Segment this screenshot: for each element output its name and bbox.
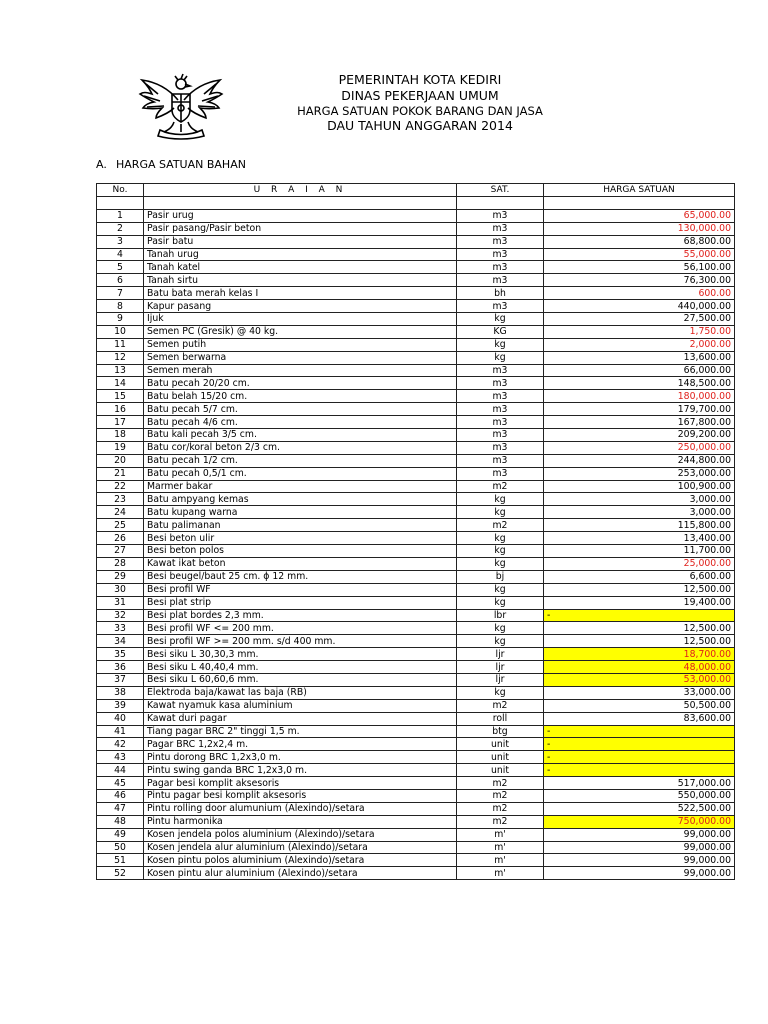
row-number: 5 [97, 261, 144, 274]
row-unit-price: 522,500.00 [544, 802, 735, 815]
row-number: 52 [97, 867, 144, 880]
table-row [97, 325, 735, 338]
row-number: 11 [97, 338, 144, 351]
row-unit-price: 12,500.00 [544, 622, 735, 635]
column-header-uraian: U R A I A N [144, 184, 457, 197]
table-row [97, 673, 735, 686]
table-row [97, 867, 735, 880]
row-description: Pasir urug [144, 209, 457, 222]
row-unit-price: 517,000.00 [544, 777, 735, 790]
row-unit: ljr [457, 648, 544, 661]
row-description: Batu kali pecah 3/5 cm. [144, 429, 457, 442]
table-row [97, 828, 735, 841]
table-row [97, 467, 735, 480]
row-description: Tanah sirtu [144, 274, 457, 287]
row-description: Besi siku L 60,60,6 mm. [144, 673, 457, 686]
row-unit: kg [457, 583, 544, 596]
row-number: 40 [97, 712, 144, 725]
row-number: 24 [97, 506, 144, 519]
table-row [97, 622, 735, 635]
row-number: 18 [97, 429, 144, 442]
table-row [97, 764, 735, 777]
row-description: Pasir batu [144, 235, 457, 248]
row-unit-price: 3,000.00 [544, 506, 735, 519]
row-unit-price: 440,000.00 [544, 300, 735, 313]
row-unit: m3 [457, 209, 544, 222]
row-number: 1 [97, 209, 144, 222]
row-description: Pintu dorong BRC 1,2x3,0 m. [144, 751, 457, 764]
row-unit-price: 50,500.00 [544, 699, 735, 712]
row-number: 44 [97, 764, 144, 777]
row-description: Besi beton polos [144, 545, 457, 558]
row-number: 39 [97, 699, 144, 712]
row-unit-price: 27,500.00 [544, 313, 735, 326]
table-row [97, 725, 735, 738]
table-row [97, 648, 735, 661]
table-row [97, 532, 735, 545]
row-number: 31 [97, 596, 144, 609]
row-unit: m3 [457, 467, 544, 480]
row-unit-price: 12,500.00 [544, 583, 735, 596]
row-description: Batu pecah 0,5/1 cm. [144, 467, 457, 480]
row-unit: KG [457, 325, 544, 338]
row-unit-price: 2,000.00 [544, 338, 735, 351]
row-unit-price: 18,700.00 [544, 648, 735, 661]
row-unit: kg [457, 622, 544, 635]
column-header-satuan: SAT. [457, 184, 544, 197]
row-description: Semen PC (Gresik) @ 40 kg. [144, 325, 457, 338]
row-unit: m' [457, 828, 544, 841]
row-unit: m2 [457, 699, 544, 712]
row-description: Elektroda baja/kawat las baja (RB) [144, 686, 457, 699]
table-row [97, 248, 735, 261]
row-number: 34 [97, 635, 144, 648]
row-unit-price: - [544, 609, 735, 622]
header-government: PEMERINTAH KOTA KEDIRI [338, 72, 502, 87]
row-unit-price: 83,600.00 [544, 712, 735, 725]
row-description: Batu bata merah kelas I [144, 287, 457, 300]
row-unit: kg [457, 596, 544, 609]
row-unit-price: - [544, 764, 735, 777]
row-unit-price: 115,800.00 [544, 519, 735, 532]
row-unit: bj [457, 570, 544, 583]
row-unit: m2 [457, 802, 544, 815]
row-unit: m3 [457, 235, 544, 248]
row-unit-price: 253,000.00 [544, 467, 735, 480]
row-unit: kg [457, 351, 544, 364]
row-number: 51 [97, 854, 144, 867]
row-number: 38 [97, 686, 144, 699]
table-row [97, 789, 735, 802]
row-unit-price: 13,400.00 [544, 532, 735, 545]
row-unit-price: 99,000.00 [544, 841, 735, 854]
row-unit-price: 130,000.00 [544, 222, 735, 235]
row-description: Semen merah [144, 364, 457, 377]
row-unit-price: 13,600.00 [544, 351, 735, 364]
row-number: 47 [97, 802, 144, 815]
table-row [97, 712, 735, 725]
row-number: 50 [97, 841, 144, 854]
row-description: Kosen pintu polos aluminium (Alexindo)/setara [144, 854, 457, 867]
table-row [97, 403, 735, 416]
row-unit: lbr [457, 609, 544, 622]
row-description: Besi beton ulir [144, 532, 457, 545]
row-description: Besi plat strip [144, 596, 457, 609]
row-description: Besi siku L 30,30,3 mm. [144, 648, 457, 661]
row-unit-price: 1,750.00 [544, 325, 735, 338]
row-unit-price: - [544, 751, 735, 764]
row-unit-price: 244,800.00 [544, 454, 735, 467]
row-number: 6 [97, 274, 144, 287]
table-row [97, 699, 735, 712]
row-unit: m2 [457, 815, 544, 828]
row-unit-price: 6,600.00 [544, 570, 735, 583]
table-row [97, 596, 735, 609]
row-unit: m3 [457, 429, 544, 442]
table-row [97, 570, 735, 583]
table-row [97, 209, 735, 222]
row-description: Besi profil WF <= 200 mm. [144, 622, 457, 635]
table-row [97, 390, 735, 403]
row-unit-price: 48,000.00 [544, 661, 735, 674]
row-description: Batu kupang warna [144, 506, 457, 519]
table-row [97, 480, 735, 493]
row-unit-price: 3,000.00 [544, 493, 735, 506]
table-row [97, 300, 735, 313]
table-row [97, 493, 735, 506]
row-unit-price: 99,000.00 [544, 867, 735, 880]
row-unit: m3 [457, 403, 544, 416]
row-unit-price: 99,000.00 [544, 828, 735, 841]
row-description: Pintu swing ganda BRC 1,2x3,0 m. [144, 764, 457, 777]
table-row [97, 274, 735, 287]
row-number: 17 [97, 416, 144, 429]
row-unit: kg [457, 532, 544, 545]
table-row [97, 738, 735, 751]
row-unit: kg [457, 557, 544, 570]
row-description: Pintu rolling door alumunium (Alexindo)/setara [144, 802, 457, 815]
row-unit-price: - [544, 738, 735, 751]
row-unit: m3 [457, 261, 544, 274]
table-row [97, 557, 735, 570]
row-unit: m3 [457, 441, 544, 454]
table-row [97, 351, 735, 364]
table-row [97, 802, 735, 815]
table-row [97, 519, 735, 532]
table-row [97, 222, 735, 235]
row-unit: kg [457, 506, 544, 519]
row-number: 8 [97, 300, 144, 313]
row-unit-price: 55,000.00 [544, 248, 735, 261]
row-unit-price: 550,000.00 [544, 789, 735, 802]
row-number: 15 [97, 390, 144, 403]
row-description: Tanah katel [144, 261, 457, 274]
row-description: Tanah urug [144, 248, 457, 261]
table-row [97, 777, 735, 790]
table-row [97, 609, 735, 622]
row-number: 21 [97, 467, 144, 480]
price-table [96, 183, 735, 880]
row-unit-price: 148,500.00 [544, 377, 735, 390]
row-description: Pagar BRC 1,2x2,4 m. [144, 738, 457, 751]
row-unit-price: 68,800.00 [544, 235, 735, 248]
row-unit: m3 [457, 416, 544, 429]
row-number: 10 [97, 325, 144, 338]
row-number: 32 [97, 609, 144, 622]
table-row [97, 441, 735, 454]
row-number: 9 [97, 313, 144, 326]
column-header-no: No. [97, 184, 144, 197]
table-row [97, 751, 735, 764]
table-row [97, 429, 735, 442]
row-description: Batu ampyang kemas [144, 493, 457, 506]
row-description: Batu belah 15/20 cm. [144, 390, 457, 403]
row-description: Batu pecah 4/6 cm. [144, 416, 457, 429]
row-description: Semen berwarna [144, 351, 457, 364]
garuda-emblem-icon [138, 70, 224, 140]
row-unit-price: 33,000.00 [544, 686, 735, 699]
row-unit: kg [457, 545, 544, 558]
row-description: Kapur pasang [144, 300, 457, 313]
row-unit-price: 179,700.00 [544, 403, 735, 416]
header-budget-year: DAU TAHUN ANGGARAN 2014 [327, 118, 513, 133]
table-row [97, 261, 735, 274]
row-unit: unit [457, 751, 544, 764]
row-description: Batu pecah 1/2 cm. [144, 454, 457, 467]
table-spacer-row [97, 197, 735, 210]
row-number: 35 [97, 648, 144, 661]
row-unit: m3 [457, 390, 544, 403]
row-description: Pasir pasang/Pasir beton [144, 222, 457, 235]
row-description: Besi siku L 40,40,4 mm. [144, 661, 457, 674]
row-description: Pintu pagar besi komplit aksesoris [144, 789, 457, 802]
table-row [97, 661, 735, 674]
row-description: Kawat nyamuk kasa aluminium [144, 699, 457, 712]
row-description: Besi plat bordes 2,3 mm. [144, 609, 457, 622]
table-row [97, 686, 735, 699]
row-unit: m3 [457, 222, 544, 235]
table-body [97, 209, 735, 879]
row-number: 42 [97, 738, 144, 751]
row-description: Semen putih [144, 338, 457, 351]
row-unit: kg [457, 686, 544, 699]
row-unit-price: 11,700.00 [544, 545, 735, 558]
table-row [97, 506, 735, 519]
row-unit-price: - [544, 725, 735, 738]
table-row [97, 338, 735, 351]
row-description: Besi profil WF >= 200 mm. s/d 400 mm. [144, 635, 457, 648]
row-number: 22 [97, 480, 144, 493]
row-number: 43 [97, 751, 144, 764]
table-row [97, 583, 735, 596]
table-row [97, 364, 735, 377]
row-number: 12 [97, 351, 144, 364]
row-unit: m3 [457, 274, 544, 287]
section-heading [96, 158, 246, 171]
row-unit: kg [457, 313, 544, 326]
row-unit: m' [457, 867, 544, 880]
header-document-title: HARGA SATUAN POKOK BARANG DAN JASA [297, 104, 543, 118]
row-description: Tiang pagar BRC 2" tinggi 1,5 m. [144, 725, 457, 738]
row-unit-price: 99,000.00 [544, 854, 735, 867]
row-number: 14 [97, 377, 144, 390]
row-unit: m3 [457, 248, 544, 261]
row-description: Batu pecah 5/7 cm. [144, 403, 457, 416]
row-description: Besi beugel/baut 25 cm. ϕ 12 mm. [144, 570, 457, 583]
row-unit-price: 250,000.00 [544, 441, 735, 454]
table-row [97, 854, 735, 867]
row-unit-price: 65,000.00 [544, 209, 735, 222]
row-description: Kosen jendela alur aluminium (Alexindo)/setara [144, 841, 457, 854]
row-description: Batu palimanan [144, 519, 457, 532]
row-unit: m' [457, 841, 544, 854]
table-row [97, 287, 735, 300]
row-unit-price: 167,800.00 [544, 416, 735, 429]
row-unit: kg [457, 493, 544, 506]
row-number: 3 [97, 235, 144, 248]
row-description: Batu pecah 20/20 cm. [144, 377, 457, 390]
row-unit: unit [457, 764, 544, 777]
row-number: 46 [97, 789, 144, 802]
row-number: 36 [97, 661, 144, 674]
row-description: Kawat duri pagar [144, 712, 457, 725]
row-number: 16 [97, 403, 144, 416]
row-unit: m2 [457, 480, 544, 493]
row-unit: m2 [457, 777, 544, 790]
row-unit: roll [457, 712, 544, 725]
row-description: Ijuk [144, 313, 457, 326]
row-unit: ljr [457, 661, 544, 674]
row-unit: bh [457, 287, 544, 300]
row-number: 2 [97, 222, 144, 235]
row-number: 26 [97, 532, 144, 545]
table-row [97, 635, 735, 648]
section-letter: A. [96, 158, 107, 171]
row-unit-price: 25,000.00 [544, 557, 735, 570]
row-unit-price: 76,300.00 [544, 274, 735, 287]
row-description: Marmer bakar [144, 480, 457, 493]
table-row [97, 841, 735, 854]
row-unit-price: 180,000.00 [544, 390, 735, 403]
row-number: 19 [97, 441, 144, 454]
row-description: Batu cor/koral beton 2/3 cm. [144, 441, 457, 454]
table-row [97, 454, 735, 467]
row-unit: m' [457, 854, 544, 867]
row-number: 37 [97, 673, 144, 686]
row-number: 30 [97, 583, 144, 596]
row-unit-price: 12,500.00 [544, 635, 735, 648]
row-number: 4 [97, 248, 144, 261]
column-header-harga-satuan: HARGA SATUAN [544, 184, 735, 197]
row-number: 48 [97, 815, 144, 828]
row-unit: unit [457, 738, 544, 751]
row-unit: ljr [457, 673, 544, 686]
table-row [97, 815, 735, 828]
row-number: 29 [97, 570, 144, 583]
row-number: 23 [97, 493, 144, 506]
row-number: 41 [97, 725, 144, 738]
row-description: Kawat ikat beton [144, 557, 457, 570]
row-unit-price: 19,400.00 [544, 596, 735, 609]
row-unit-price: 600.00 [544, 287, 735, 300]
row-unit: kg [457, 338, 544, 351]
header-department: DINAS PEKERJAAN UMUM [341, 88, 499, 103]
section-title: HARGA SATUAN BAHAN [116, 158, 246, 171]
row-description: Kosen pintu alur aluminium (Alexindo)/setara [144, 867, 457, 880]
row-number: 33 [97, 622, 144, 635]
row-unit: kg [457, 635, 544, 648]
row-unit: m2 [457, 519, 544, 532]
row-description: Kosen jendela polos aluminium (Alexindo)/setara [144, 828, 457, 841]
row-unit: m2 [457, 789, 544, 802]
table-header-row [97, 184, 735, 197]
row-number: 20 [97, 454, 144, 467]
table-row [97, 377, 735, 390]
table-row [97, 545, 735, 558]
row-unit-price: 750,000.00 [544, 815, 735, 828]
row-unit-price: 100,900.00 [544, 480, 735, 493]
row-unit-price: 53,000.00 [544, 673, 735, 686]
row-number: 25 [97, 519, 144, 532]
row-number: 7 [97, 287, 144, 300]
row-unit: m3 [457, 454, 544, 467]
row-description: Besi profil WF [144, 583, 457, 596]
row-unit: m3 [457, 377, 544, 390]
row-unit: m3 [457, 364, 544, 377]
row-unit-price: 56,100.00 [544, 261, 735, 274]
row-description: Pintu harmonika [144, 815, 457, 828]
row-number: 13 [97, 364, 144, 377]
row-number: 28 [97, 557, 144, 570]
row-unit-price: 66,000.00 [544, 364, 735, 377]
table-row [97, 416, 735, 429]
row-number: 27 [97, 545, 144, 558]
row-unit: m3 [457, 300, 544, 313]
row-description: Pagar besi komplit aksesoris [144, 777, 457, 790]
row-unit-price: 209,200.00 [544, 429, 735, 442]
row-number: 49 [97, 828, 144, 841]
row-number: 45 [97, 777, 144, 790]
row-unit: btg [457, 725, 544, 738]
table-row [97, 313, 735, 326]
table-row [97, 235, 735, 248]
